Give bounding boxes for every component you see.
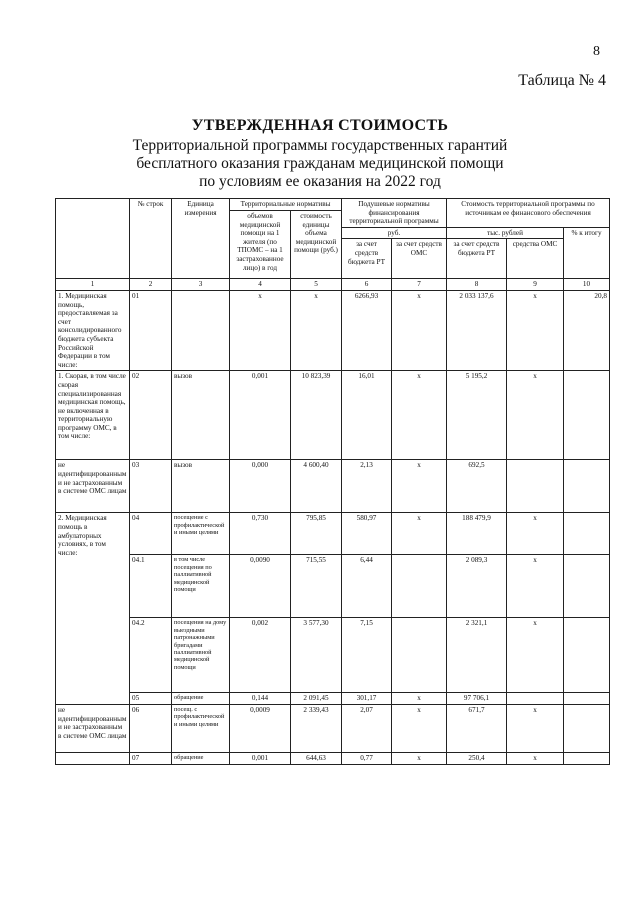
row-total-oms: х xyxy=(507,513,564,555)
row-number: 03 xyxy=(130,460,172,513)
row-budget-rt: 16,01 xyxy=(342,371,392,460)
table-row xyxy=(56,555,610,618)
column-number: 6 xyxy=(342,279,392,291)
header-unit-cost: стоимость единицы объема медицинской помощи (руб.) xyxy=(291,211,342,279)
header-rub: руб. xyxy=(342,227,447,239)
row-volume: 0,002 xyxy=(230,618,291,693)
document-subtitle xyxy=(60,137,580,191)
row-unit: посещение с профилактической и иными целями xyxy=(172,513,230,555)
row-budget-rt: 2,07 xyxy=(342,704,392,752)
column-number: 9 xyxy=(507,279,564,291)
row-total-budget: 2 321,1 xyxy=(447,618,507,693)
cost-table xyxy=(55,198,610,765)
row-name: 1. Медицинская помощь, предоставляемая за счет консолидированного бюджета субъекта Российской Федерации в том числе: xyxy=(56,290,130,370)
row-total-oms: х xyxy=(507,290,564,370)
row-unit xyxy=(172,290,230,370)
row-number: 02 xyxy=(130,371,172,460)
row-budget-rt: 0,77 xyxy=(342,752,392,764)
header-unit: Единица измерения xyxy=(172,199,230,279)
row-percent xyxy=(564,555,610,618)
row-unit-cost: 3 577,30 xyxy=(291,618,342,693)
header-volume: объемов медицинской помощи на 1 жителя (по ТПОМС – на 1 застрахованное лицо) в год xyxy=(230,211,291,279)
row-percent xyxy=(564,704,610,752)
header-name-cell xyxy=(56,199,130,279)
row-total-oms: х xyxy=(507,704,564,752)
row-total-oms: х xyxy=(507,752,564,764)
header-row xyxy=(56,199,610,211)
row-unit-cost: 10 823,39 xyxy=(291,371,342,460)
row-total-budget: 671,7 xyxy=(447,704,507,752)
table-label: Таблица № 4 xyxy=(518,72,606,89)
row-number: 04.1 xyxy=(130,555,172,618)
row-total-oms: х xyxy=(507,618,564,693)
row-total-budget: 692,5 xyxy=(447,460,507,513)
row-unit-cost: х xyxy=(291,290,342,370)
row-total-oms xyxy=(507,460,564,513)
row-oms: х xyxy=(392,513,447,555)
row-volume: 0,001 xyxy=(230,752,291,764)
row-budget-rt: 301,17 xyxy=(342,693,392,705)
table-row xyxy=(56,618,610,693)
row-oms: х xyxy=(392,693,447,705)
header-budget-rt-2: за счет средств бюджета РТ xyxy=(447,239,507,279)
column-number-row xyxy=(56,279,610,291)
row-budget-rt: 7,15 xyxy=(342,618,392,693)
row-oms: х xyxy=(392,460,447,513)
row-total-budget: 5 195,2 xyxy=(447,371,507,460)
table-row xyxy=(56,460,610,513)
column-number: 3 xyxy=(172,279,230,291)
row-unit: вызов xyxy=(172,371,230,460)
header-row-number: № строк xyxy=(130,199,172,279)
header-oms: за счет средств ОМС xyxy=(392,239,447,279)
row-total-budget: 97 706,1 xyxy=(447,693,507,705)
row-volume: 0,001 xyxy=(230,371,291,460)
row-unit-cost: 4 600,40 xyxy=(291,460,342,513)
row-total-oms: х xyxy=(507,371,564,460)
row-budget-rt: 580,97 xyxy=(342,513,392,555)
row-total-budget: 2 033 137,6 xyxy=(447,290,507,370)
row-name: не идентифицированным и не застрахованным в системе ОМС лицам xyxy=(56,460,130,513)
header-percent: % к итогу xyxy=(564,227,610,279)
row-number: 04 xyxy=(130,513,172,555)
table-row xyxy=(56,704,610,752)
row-budget-rt: 6266,93 xyxy=(342,290,392,370)
row-total-budget: 2 089,3 xyxy=(447,555,507,618)
table-row xyxy=(56,513,610,555)
row-name xyxy=(56,752,130,764)
column-number: 1 xyxy=(56,279,130,291)
row-oms: х xyxy=(392,752,447,764)
row-unit-cost: 795,85 xyxy=(291,513,342,555)
row-unit-cost: 2 339,43 xyxy=(291,704,342,752)
row-oms: х xyxy=(392,704,447,752)
page-number: 8 xyxy=(593,44,600,59)
row-name: 2. Медицинская помощь в амбулаторных условиях, в том числе: xyxy=(56,513,130,705)
row-volume: 0,144 xyxy=(230,693,291,705)
row-percent xyxy=(564,371,610,460)
row-oms: х xyxy=(392,290,447,370)
row-percent xyxy=(564,693,610,705)
row-budget-rt: 6,44 xyxy=(342,555,392,618)
row-budget-rt: 2,13 xyxy=(342,460,392,513)
subtitle-line: по условиям ее оказания на 2022 год xyxy=(199,173,441,190)
row-number: 04.2 xyxy=(130,618,172,693)
row-name: не идентифицированным и не застрахованным в системе ОМС лицам xyxy=(56,704,130,752)
column-number: 5 xyxy=(291,279,342,291)
row-volume: 0,000 xyxy=(230,460,291,513)
header-per-capita: Подушевые нормативы финансирования территориальной программы xyxy=(342,199,447,228)
header-oms-2: средства ОМС xyxy=(507,239,564,279)
row-unit: обращение xyxy=(172,752,230,764)
row-unit-cost: 715,55 xyxy=(291,555,342,618)
row-number: 01 xyxy=(130,290,172,370)
row-oms: х xyxy=(392,371,447,460)
table-row xyxy=(56,752,610,764)
column-number: 8 xyxy=(447,279,507,291)
row-oms xyxy=(392,618,447,693)
row-volume: 0,0090 xyxy=(230,555,291,618)
document-title: УТВЕРЖДЕННАЯ СТОИМОСТЬ xyxy=(191,117,449,134)
row-oms xyxy=(392,555,447,618)
header-thousand-rub: тыс. рублей xyxy=(447,227,564,239)
subtitle-line: Территориальной программы государственных гарантий xyxy=(132,137,508,154)
row-volume: 0,730 xyxy=(230,513,291,555)
row-percent: 20,8 xyxy=(564,290,610,370)
row-unit: в том числе посещения по паллиативной медицинской помощи xyxy=(172,555,230,618)
row-total-oms: х xyxy=(507,555,564,618)
row-total-budget: 250,4 xyxy=(447,752,507,764)
header-territorial-norms: Территориальные нормативы xyxy=(230,199,342,211)
table-row xyxy=(56,290,610,370)
row-percent xyxy=(564,513,610,555)
row-unit-cost: 644,63 xyxy=(291,752,342,764)
row-name: 1. Скорая, в том числе скорая специализированная медицинская помощь, не включенная в территориальную программу ОМС, в том числе: xyxy=(56,371,130,460)
row-number: 05 xyxy=(130,693,172,705)
header-program-cost: Стоимость территориальной программы по источникам ее финансового обеспечения xyxy=(447,199,610,228)
row-number: 06 xyxy=(130,704,172,752)
column-number: 7 xyxy=(392,279,447,291)
row-total-oms xyxy=(507,693,564,705)
subtitle-line: бесплатного оказания гражданам медицинской помощи xyxy=(136,155,504,172)
row-unit: обращение xyxy=(172,693,230,705)
row-unit: посещ. с профилактической и иными целями xyxy=(172,704,230,752)
row-total-budget: 188 479,9 xyxy=(447,513,507,555)
row-unit: посещения на дому выездными патронажными бригадами паллиативной медицинской помощи xyxy=(172,618,230,693)
column-number: 2 xyxy=(130,279,172,291)
column-number: 10 xyxy=(564,279,610,291)
row-percent xyxy=(564,618,610,693)
row-volume: 0,0009 xyxy=(230,704,291,752)
row-percent xyxy=(564,752,610,764)
row-percent xyxy=(564,460,610,513)
row-number: 07 xyxy=(130,752,172,764)
header-budget-rt: за счет средств бюджета РТ xyxy=(342,239,392,279)
row-unit-cost: 2 091,45 xyxy=(291,693,342,705)
table-row xyxy=(56,693,610,705)
column-number: 4 xyxy=(230,279,291,291)
row-volume: х xyxy=(230,290,291,370)
table-row xyxy=(56,371,610,460)
row-unit: вызов xyxy=(172,460,230,513)
